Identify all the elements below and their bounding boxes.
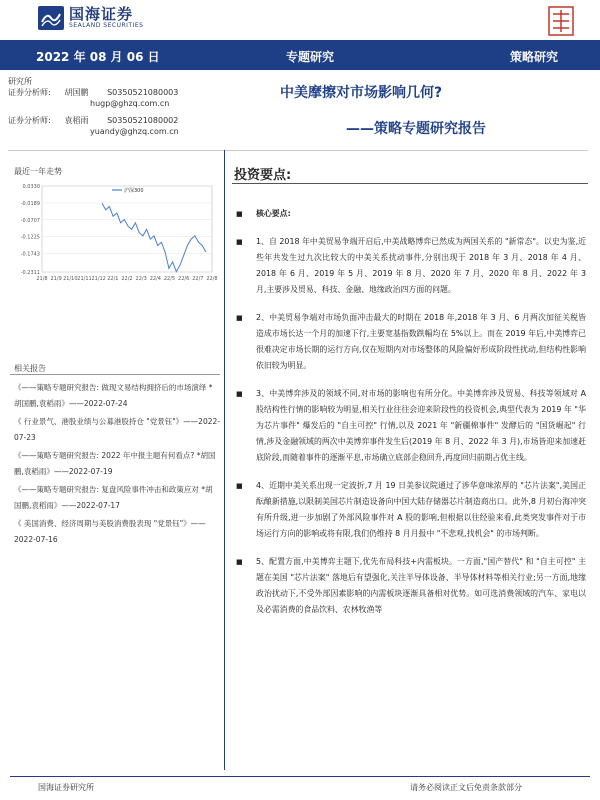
core-label: 核心要点: — [256, 209, 291, 218]
analyst-row — [8, 115, 228, 126]
report-title: 中美摩擦对市场影响几何? — [280, 85, 443, 101]
report-subtitle: ——策略专题研究报告 — [346, 121, 486, 137]
report-type: 策略研究 — [510, 50, 559, 64]
x-tick-label: 22/5 — [163, 276, 176, 282]
seal-stamp-icon — [548, 6, 574, 36]
y-tick-label: -0.0707 — [20, 217, 40, 224]
logo-english-name: SEALAND SECURITIES — [69, 22, 144, 29]
key-point — [236, 234, 586, 298]
header-bar — [0, 40, 600, 70]
x-tick-label: 21/11 — [77, 276, 92, 282]
trend-chart-svg — [10, 180, 220, 290]
bullet-icon: ■ — [236, 238, 243, 246]
analyst-cert: S0350521080002 — [107, 116, 179, 125]
divider — [10, 374, 220, 375]
analyst-role: 证券分析师: — [8, 88, 51, 97]
footer-divider — [10, 776, 590, 777]
related-report-item[interactable]: 《——策略专题研究报告: 2022 年中报主题有何看点? *胡国鹏,袁稻雨》——2022-07-19 — [14, 451, 216, 476]
analyst-email[interactable]: hugp@ghzq.com.cn — [90, 99, 170, 108]
x-tick-label: 22/7 — [192, 276, 204, 282]
x-tick-label: 22/2 — [121, 276, 133, 282]
key-point-text: 5、配置方面,中美博弈主题下,优先布局科技+内需板块。一方面,"国产替代" 和 "自主可控" 主题在美国 "芯片法案" 落地后有望强化,关注半导体设备、半导体材料等相关行业;另一方面,地缘政治扰动下,不受外部因素影响的内需板块逐渐具备相对优势。如可选消费领域的汽车、家电以及必需消费的食品饮料、农林牧渔等 — [256, 557, 586, 614]
x-tick-label: 21/8 — [36, 276, 48, 282]
bullet-icon: ■ — [236, 482, 243, 490]
trend-title: 最近一年走势 — [14, 167, 62, 176]
footer-disclaimer: 请务必阅读正文后免责条款部分 — [410, 783, 522, 792]
report-category: 专题研究 — [286, 50, 335, 64]
series-line-hs300 — [102, 203, 206, 271]
bullet-icon: ■ — [236, 314, 243, 322]
y-tick-label: -0.0189 — [20, 200, 40, 207]
y-tick-label: -0.2311 — [20, 270, 40, 276]
x-tick-label: 21/9 — [50, 276, 62, 282]
related-report-item[interactable]: 《 美国消费、经济周期与美股消费股表现 "党景钰"》——2022-07-16 — [14, 519, 206, 544]
logo-chinese-name: 国海证券 — [69, 5, 134, 23]
bullet-icon: ■ — [236, 558, 243, 566]
key-points — [236, 206, 586, 630]
sealand-logo-icon — [38, 6, 64, 30]
y-tick-label: 0.0330 — [22, 184, 40, 190]
key-point — [236, 310, 586, 374]
key-point — [236, 386, 586, 466]
related-report-item[interactable]: 《——策略专题研究报告: 复盘风险事件冲击和政策应对 *胡国鹏,袁稻雨》——2022-07-17 — [14, 485, 213, 510]
x-tick-label: 21/10 — [63, 276, 78, 282]
analyst-name: 袁稻雨 — [64, 116, 89, 125]
related-report-item[interactable]: 《——策略专题研究报告: 做现文易结构拥挤后的市场演绎 *胡国鹏,袁稻雨》——2022-07-24 — [14, 383, 213, 408]
analyst-name: 胡国鹏 — [64, 88, 89, 97]
x-tick-label: 22/3 — [135, 276, 147, 282]
key-point-text: 1、自 2018 年中美贸易争端开启后,中美战略博弈已然成为两国关系的 "新常态"。以史为鉴,近些年共发生过九次比较大的中美关系扰动事件,分别出现于 2018 年 3 月、2018 年 4 月、2018 年 6 月、2019 年 5 月、2019 年 8 月、2020 年 7 月、2020 年 8 月、2022 年 3 月,主要涉及贸易、科技、金融、地缘政治四方面的问题。 — [256, 237, 586, 294]
related-reports-list — [14, 380, 220, 550]
analyst-email[interactable]: yuandy@ghzq.com.cn — [90, 127, 179, 136]
x-tick-label: 22/6 — [178, 276, 190, 282]
x-tick-label: 21/12 — [91, 276, 106, 282]
analyst-cert: S0350521080003 — [107, 88, 179, 97]
key-point-text: 3、中美博弈涉及的领域不同,对市场的影响也有所分化。中美博弈涉及贸易、科技等领域对 A 股结构性行情的影响较为明显,相关行业往往会迎来阶段性的投资机会,典型代表为 2019 年 "华为芯片事件" 爆发后的 "自主可控" 行情,以及 2021 年 "新疆棉事件" 发酵后的 "国货崛起" 行情,涉及金融领域的两次中美博弈事件发生后(2019 年 8 月、2022 年 3 月),市场皆迎来加速赶底阶段,而随着事件的逐渐平息,市场确立底部企稳回升,再度回归前期占优主线。 — [256, 389, 586, 462]
y-tick-label: -0.1225 — [20, 234, 40, 241]
plot-frame — [42, 186, 212, 272]
legend-label: 沪深300 — [124, 188, 144, 194]
key-point — [236, 478, 586, 542]
related-reports-title: 相关报告 — [14, 364, 46, 373]
x-tick-label: 22/4 — [149, 276, 161, 282]
x-tick-label: 22/1 — [107, 276, 119, 282]
brand-logo — [38, 6, 143, 30]
footer-institute: 国海证券研究所 — [38, 783, 94, 792]
analyst-row — [8, 87, 228, 98]
column-divider — [224, 150, 225, 770]
research-institute: 研究所 — [8, 77, 32, 86]
related-report-item[interactable]: 《 行业景气、港股业绩与公募港股持仓 "党景钰"》——2022-07-23 — [14, 417, 220, 442]
divider — [232, 183, 588, 184]
x-tick-label: 22/8 — [206, 276, 218, 282]
core-points-heading — [236, 206, 586, 222]
analyst-info — [8, 76, 228, 137]
bullet-icon: ■ — [236, 210, 243, 218]
key-point — [236, 554, 586, 618]
key-point-text: 4、近期中美关系出现一定波折,7 月 19 日美参议院通过了涉华意味浓厚的 "芯片法案",美国正酝酿新措施,以限制美国芯片制造设备向中国大陆存储器芯片制造商出口。此外,8 月初台海冲突有所升级,进一步加剧了外部风险事件对 A 股的影响,但根据以往经验来看,此类突发事件对于市场运行方向的影响或将有限,我们仍维持 8 月月报中 "不悲观,找机会" 的市场判断。 — [256, 481, 586, 538]
report-date: 2022 年 08 月 06 日 — [36, 50, 160, 64]
bullet-icon: ■ — [236, 390, 243, 398]
key-point-text: 2、中美贸易争端对市场负面冲击最大的时期在 2018 年,2018 年 3 月、6 月两次加征关税皆造成市场长达一个月的加速下行,主要宽基指数跌幅均在 5%以上。而在 2019 年后,中美博弈已很难决定市场长期的运行方向,仅在短期内对市场整体的风险偏好形成阶段性扰动,但结构性影响依旧较为明显。 — [256, 313, 586, 370]
y-tick-label: -0.1743 — [20, 251, 40, 258]
trend-chart — [10, 180, 220, 290]
divider — [8, 150, 588, 151]
page-header — [0, 0, 600, 38]
section-title: 投资要点: — [234, 168, 292, 183]
analyst-role: 证券分析师: — [8, 116, 51, 125]
